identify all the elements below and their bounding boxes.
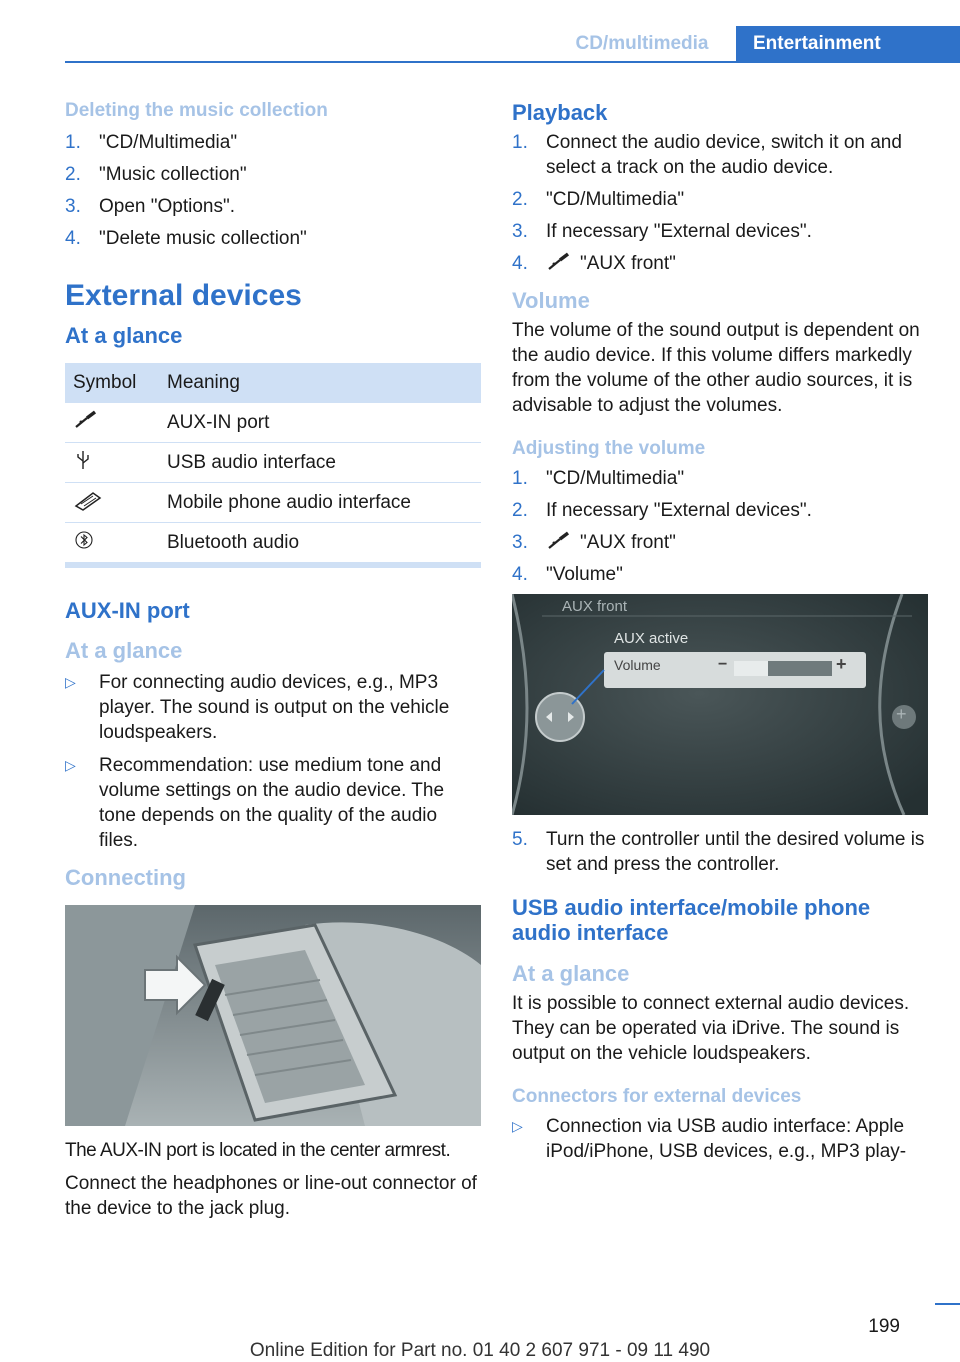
armrest-photo xyxy=(65,905,481,1126)
screen-minus: − xyxy=(718,656,728,673)
adjusting-steps xyxy=(512,466,930,587)
playback-heading: Playback xyxy=(512,100,608,125)
usb-paragraph: It is possible to connect external audio devices. They can be operated via iDrive. The sound is output on the vehicle loudspeakers. xyxy=(512,993,910,1064)
deleting-heading: Deleting the music collection xyxy=(65,100,328,121)
aux-at-a-glance: At a glance xyxy=(65,638,183,663)
plus-icon: + xyxy=(896,704,907,724)
aux-plug-icon xyxy=(546,531,572,551)
list-item: 1. "CD/Multimedia" xyxy=(512,468,685,489)
list-item: 3. If necessary "External devices". xyxy=(512,221,812,242)
aux-bullets xyxy=(65,670,481,853)
triangle-bullet-icon: ▷ xyxy=(512,1118,523,1134)
table-row xyxy=(65,483,481,523)
col-meaning: Meaning xyxy=(159,363,481,403)
header-chapter-tab: Entertainment xyxy=(736,26,960,61)
bluetooth-icon xyxy=(73,529,99,551)
right-column xyxy=(512,100,930,1172)
external-devices-title: External devices xyxy=(65,279,302,312)
left-column xyxy=(65,100,481,1221)
connecting-heading: Connecting xyxy=(65,865,186,890)
list-item: 3. Open "Options". xyxy=(65,196,236,217)
list-item: 5. Turn the controller until the desired volume is set and press the controller. xyxy=(512,829,925,875)
list-item: 2. "CD/Multimedia" xyxy=(512,189,685,210)
table-row xyxy=(65,403,481,443)
mobile-phone-icon xyxy=(73,489,103,511)
playback-steps xyxy=(512,130,930,276)
idrive-screen-image xyxy=(512,594,928,815)
col-symbol: Symbol xyxy=(65,363,159,403)
list-item: ▷ Recommendation: use medium tone and volume settings on the audio device. The tone depends on the quality of the audio files. xyxy=(65,755,445,851)
triangle-bullet-icon: ▷ xyxy=(65,674,76,690)
list-item: 4. "AUX front" xyxy=(512,253,676,274)
screen-title: AUX front xyxy=(562,598,628,615)
list-item: ▷ For connecting audio devices, e.g., MP3 player. The sound is output on the vehicle loudspeakers. xyxy=(65,672,450,743)
aux-plug-icon xyxy=(546,252,572,272)
volume-paragraph: The volume of the sound output is dependent on the audio device. If this volume differs markedly from the volume of the other audio sources, it is advisable to adjust the volumes. xyxy=(512,320,920,416)
list-item: ▷ Connection via USB audio interface: Apple iPod/iPhone, USB devices, e.g., MP3 play- xyxy=(512,1116,907,1162)
list-item: 2. If necessary "External devices". xyxy=(512,500,812,521)
connectors-bullets xyxy=(512,1114,930,1164)
usb-title: USB audio interface/mobile phone audio interface xyxy=(512,895,871,945)
step-5 xyxy=(512,827,930,877)
screen-aux-active: AUX active xyxy=(614,630,689,647)
table-end-rule xyxy=(65,563,481,568)
usb-icon xyxy=(73,449,99,471)
list-item: 4. "Delete music collection" xyxy=(65,228,307,249)
volume-heading: Volume xyxy=(512,288,590,313)
table-row xyxy=(65,523,481,563)
meaning-cell: USB audio interface xyxy=(159,443,481,483)
screen-plus: + xyxy=(836,654,847,674)
at-a-glance-heading: At a glance xyxy=(65,323,183,348)
page-number: 199 xyxy=(868,1316,900,1337)
list-item: 1. "CD/Multimedia" xyxy=(65,132,238,153)
header-rule xyxy=(65,61,960,63)
meaning-cell: Bluetooth audio xyxy=(159,523,481,563)
list-item: 2. "Music collection" xyxy=(65,164,247,185)
list-item: 1. Connect the audio device, switch it on and select a track on the audio device. xyxy=(512,132,902,178)
aux-in-title: AUX-IN port xyxy=(65,598,190,623)
connectors-heading: Connectors for external devices xyxy=(512,1086,802,1107)
meaning-cell: Mobile phone audio interface xyxy=(159,483,481,523)
adjusting-heading: Adjusting the volume xyxy=(512,438,706,459)
screen-volume-label: Volume xyxy=(614,657,661,673)
symbol-table xyxy=(65,363,481,563)
connect-paragraph-2: Connect the headphones or line-out connector of the device to the jack plug. xyxy=(65,1173,477,1219)
aux-plug-icon xyxy=(73,410,99,430)
list-item: 3. "AUX front" xyxy=(512,532,676,553)
deleting-steps xyxy=(65,130,481,251)
table-row xyxy=(65,443,481,483)
footer-edition: Online Edition for Part no. 01 40 2 607 971 - 09 11 490 xyxy=(249,1340,711,1361)
usb-at-a-glance: At a glance xyxy=(512,961,630,986)
footer-rule xyxy=(935,1303,960,1305)
connect-paragraph-1: The AUX-IN port is located in the center armrest. xyxy=(65,1140,451,1161)
header-section: CD/multimedia xyxy=(575,32,709,54)
list-item: 4. "Volume" xyxy=(512,564,623,585)
meaning-cell: AUX-IN port xyxy=(159,403,481,443)
triangle-bullet-icon: ▷ xyxy=(65,757,76,773)
